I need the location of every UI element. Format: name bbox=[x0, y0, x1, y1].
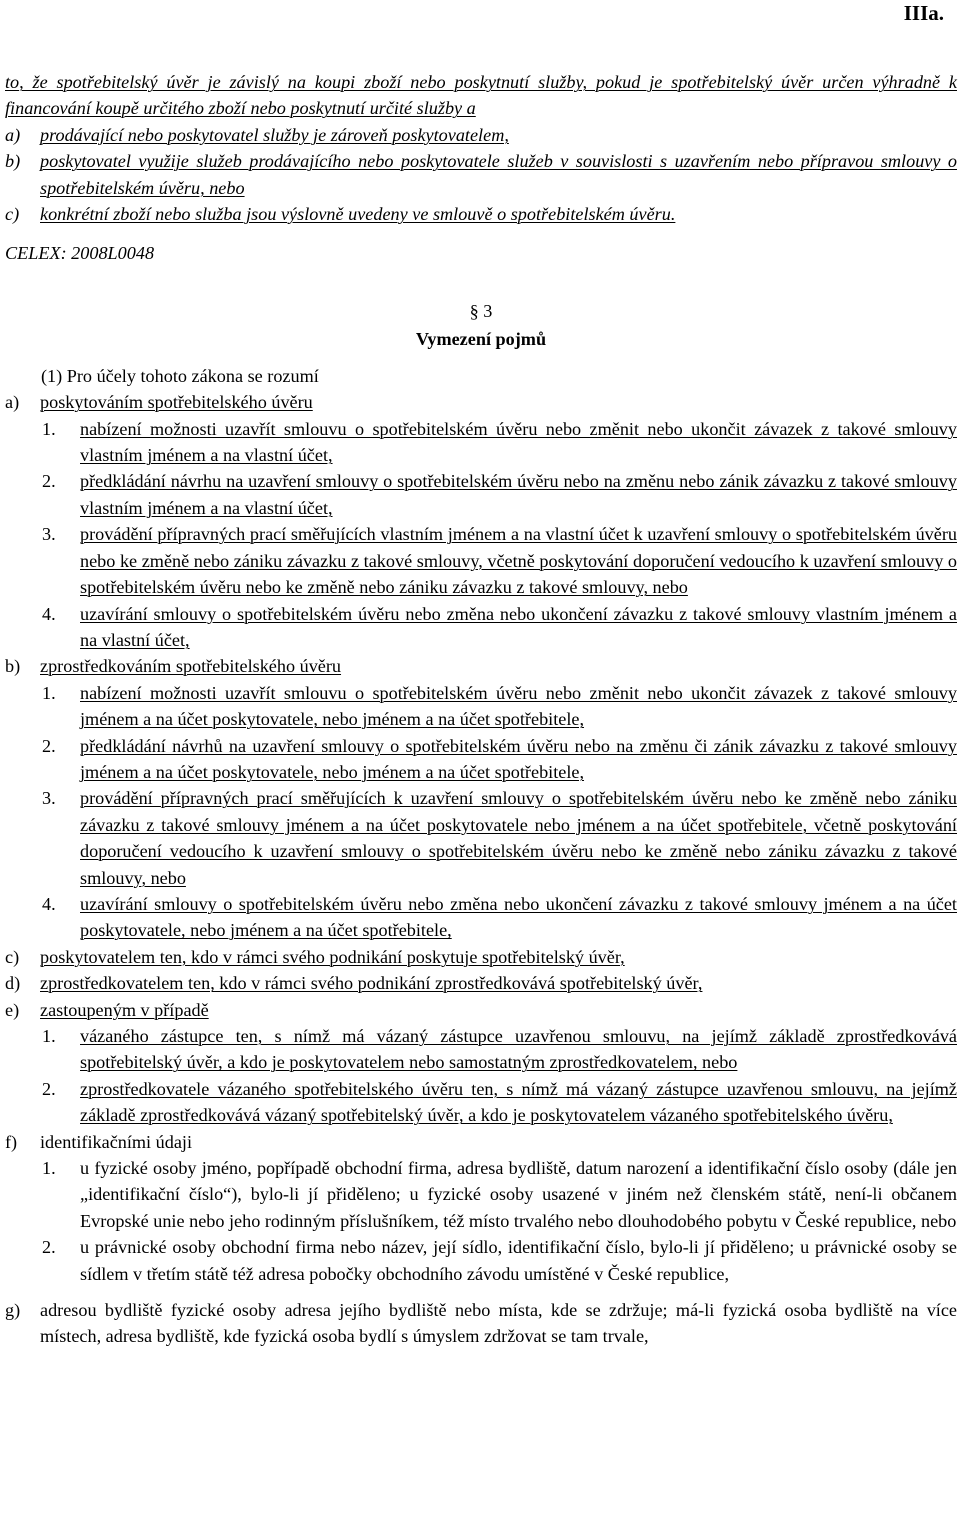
section-number: § 3 bbox=[469, 300, 493, 321]
celex-reference: CELEX: 2008L0048 bbox=[5, 243, 155, 264]
definition-a bbox=[5, 389, 957, 415]
definition-e-2 bbox=[5, 1076, 957, 1129]
definition-f bbox=[5, 1129, 957, 1155]
section-heading bbox=[5, 297, 957, 353]
subitem-text: zprostředkovatele vázaného spotřebitelského úvěru ten, s nímž má vázaný zástupce uzavřenou smlouvu, na jejímž základě zprostředkovává vázaný spotřebitelský úvěr, a kdo je poskytovatelem vázaného spotřebitelského úvěru, bbox=[80, 1078, 957, 1126]
subitem-text: předkládání návrhů na uzavření smlouvy o spotřebitelském úvěru nebo na změnu či zánik závazku z takové smlouvy jménem a na účet poskytovatele, nebo jménem a na účet spotřebitele, bbox=[80, 735, 957, 782]
item-text: zastoupeným v případě bbox=[40, 999, 209, 1020]
item-text: zprostředkováním spotřebitelského úvěru bbox=[40, 656, 342, 677]
section-title: Vymezení pojmů bbox=[415, 328, 547, 349]
definition-e-1 bbox=[5, 1023, 957, 1076]
item-text: poskytovatelem ten, kdo v rámci svého podnikání poskytuje spotřebitelský úvěr, bbox=[40, 946, 625, 967]
subitem-label: 4. bbox=[42, 603, 56, 624]
item-text: identifikačními údaji bbox=[40, 1131, 193, 1152]
subitem-label: 1. bbox=[42, 1158, 56, 1179]
definition-f-2 bbox=[5, 1234, 957, 1287]
definition-c bbox=[5, 944, 957, 970]
item-label: a) bbox=[5, 392, 20, 413]
definition-b-1 bbox=[5, 680, 957, 733]
subitem-text: nabízení možnosti uzavřít smlouvu o spotřebitelském úvěru nebo změnit nebo ukončit závazek z takové smlouvy jménem a na účet poskytovatele, nebo jménem a na účet spotřebitele, bbox=[80, 682, 957, 730]
definition-d bbox=[5, 970, 957, 996]
definition-b-2 bbox=[5, 733, 957, 786]
item-label: e) bbox=[5, 999, 20, 1020]
definition-a-3 bbox=[5, 521, 957, 600]
subitem-text: uzavírání smlouvy o spotřebitelském úvěru nebo změna nebo ukončení závazku z takové smlouvy vlastním jménem a na vlastní účet, bbox=[80, 603, 957, 650]
definition-e bbox=[5, 997, 957, 1023]
item-label: b) bbox=[5, 151, 21, 172]
subitem-label: 2. bbox=[42, 735, 56, 756]
subitem-label: 4. bbox=[42, 893, 56, 914]
definition-b bbox=[5, 653, 957, 679]
item-label: a) bbox=[5, 124, 21, 145]
subitem-label: 1. bbox=[42, 682, 56, 703]
definition-a-1 bbox=[5, 416, 957, 469]
definition-a-2 bbox=[5, 468, 957, 521]
subitem-label: 1. bbox=[42, 418, 56, 439]
intro-block bbox=[5, 69, 957, 267]
subitem-text: uzavírání smlouvy o spotřebitelském úvěru nebo změna nebo ukončení závazku z takové smlouvy jménem a na účet poskytovatele, nebo jménem a na účet spotřebitele, bbox=[80, 893, 957, 941]
item-label: c) bbox=[5, 204, 20, 225]
intro-item-a bbox=[5, 122, 957, 148]
definition-a-4 bbox=[5, 601, 957, 654]
subitem-text: u fyzické osoby jméno, popřípadě obchodní firma, adresa bydliště, datum narození a identifikační číslo osoby (dále jen „identifikační číslo“), bylo-li jí přiděleno; u fyzické osoby usazené v jiném než členském státě, není-li občanem Evropské unie nebo jeho rodinným příslušníkem, též místo trvalého nebo dlouhodobého pobytu v České republice, nebo bbox=[80, 1158, 957, 1231]
subitem-text: nabízení možnosti uzavřít smlouvu o spotřebitelském úvěru nebo změnit nebo ukončit závazek z takové smlouvy vlastním jménem a na vlastní účet, bbox=[80, 418, 957, 466]
subitem-text: předkládání návrhu na uzavření smlouvy o spotřebitelském úvěru nebo na změnu nebo zánik závazku z takové smlouvy vlastním jménem a na vlastní účet, bbox=[80, 471, 957, 518]
intro-lead: to, že spotřebitelský úvěr je závislý na koupi zboží nebo poskytnutí služby, pokud je spotřebitelský úvěr určen výhradně k financování koupě určitého zboží nebo poskytnutí určité služby a bbox=[5, 72, 957, 119]
intro-item-c bbox=[5, 201, 957, 227]
subitem-text: provádění přípravných prací směřujících k uzavření smlouvy o spotřebitelském úvěru nebo ke změně nebo zániku závazku z takové smlouvy jménem a na účet poskytovatele nebo jménem a na účet spotřebitele, včetně poskytování doporučení vedoucího k uzavření smlouvy o spotřebitelském úvěru nebo ke změně nebo zániku závazku z takové smlouvy, nebo bbox=[80, 788, 957, 888]
definition-g bbox=[5, 1297, 957, 1350]
subitem-label: 3. bbox=[42, 524, 56, 545]
subitem-label: 2. bbox=[42, 471, 56, 492]
item-text: adresou bydliště fyzické osoby adresa jejího bydliště nebo místa, kde se zdržuje; má-li fyzická osoba bydliště na více místech, adresa bydliště, kde fyzická osoba bydlí s úmyslem zdržovat se tam trvale, bbox=[40, 1300, 957, 1347]
definition-b-4 bbox=[5, 891, 957, 944]
item-text: konkrétní zboží nebo služba jsou výslovně uvedeny ve smlouvě o spotřebitelském úvěru. bbox=[40, 204, 676, 225]
item-label: f) bbox=[5, 1131, 18, 1152]
subitem-label: 2. bbox=[42, 1237, 56, 1258]
item-text: poskytováním spotřebitelského úvěru bbox=[40, 392, 313, 413]
item-label: c) bbox=[5, 946, 20, 967]
intro-item-b bbox=[5, 148, 957, 201]
item-label: g) bbox=[5, 1300, 21, 1321]
subitem-label: 1. bbox=[42, 1026, 56, 1046]
subitem-label: 2. bbox=[42, 1078, 56, 1099]
document-body bbox=[5, 69, 957, 1350]
item-text: prodávající nebo poskytovatel služby je zároveň poskytovatelem, bbox=[40, 124, 509, 145]
item-text: poskytovatel využije služeb prodávajícího nebo poskytovatele služeb v souvislosti s uzavřením nebo přípravou smlouvy o spotřebitelském úvěru, nebo bbox=[40, 151, 957, 198]
item-label: b) bbox=[5, 656, 21, 677]
subitem-text: u právnické osoby obchodní firma nebo název, její sídlo, identifikační číslo, bylo-li jí přiděleno; u právnické osoby se sídlem v třetím státě též adresa pobočky obchodního závodu umístěné v České republice, bbox=[80, 1237, 957, 1284]
subitem-text: vázaného zástupce ten, s nímž má vázaný zástupce uzavřenou smlouvu, na jejímž základě zprostředkovává spotřebitelský úvěr, a kdo je poskytovatelem nebo samostatným zprostředkovatelem, nebo bbox=[80, 1026, 957, 1073]
item-label: d) bbox=[5, 973, 21, 994]
paragraph-intro: (1) Pro účely tohoto zákona se rozumí bbox=[41, 365, 319, 386]
page-label: IIIa. bbox=[903, 1, 944, 25]
definition-f-1 bbox=[5, 1155, 957, 1234]
item-text: zprostředkovatelem ten, kdo v rámci svého podnikání zprostředkovává spotřebitelský úvěr, bbox=[40, 973, 703, 994]
subitem-label: 3. bbox=[42, 788, 56, 809]
definition-b-3 bbox=[5, 785, 957, 891]
subitem-text: provádění přípravných prací směřujících vlastním jménem a na vlastní účet k uzavření smlouvy o spotřebitelském úvěru nebo ke změně nebo zániku závazku z takové smlouvy, včetně poskytování doporučení vedoucího k uzavření smlouvy o spotřebitelském úvěru nebo ke změně nebo zániku závazku z takové smlouvy, nebo bbox=[80, 524, 957, 598]
